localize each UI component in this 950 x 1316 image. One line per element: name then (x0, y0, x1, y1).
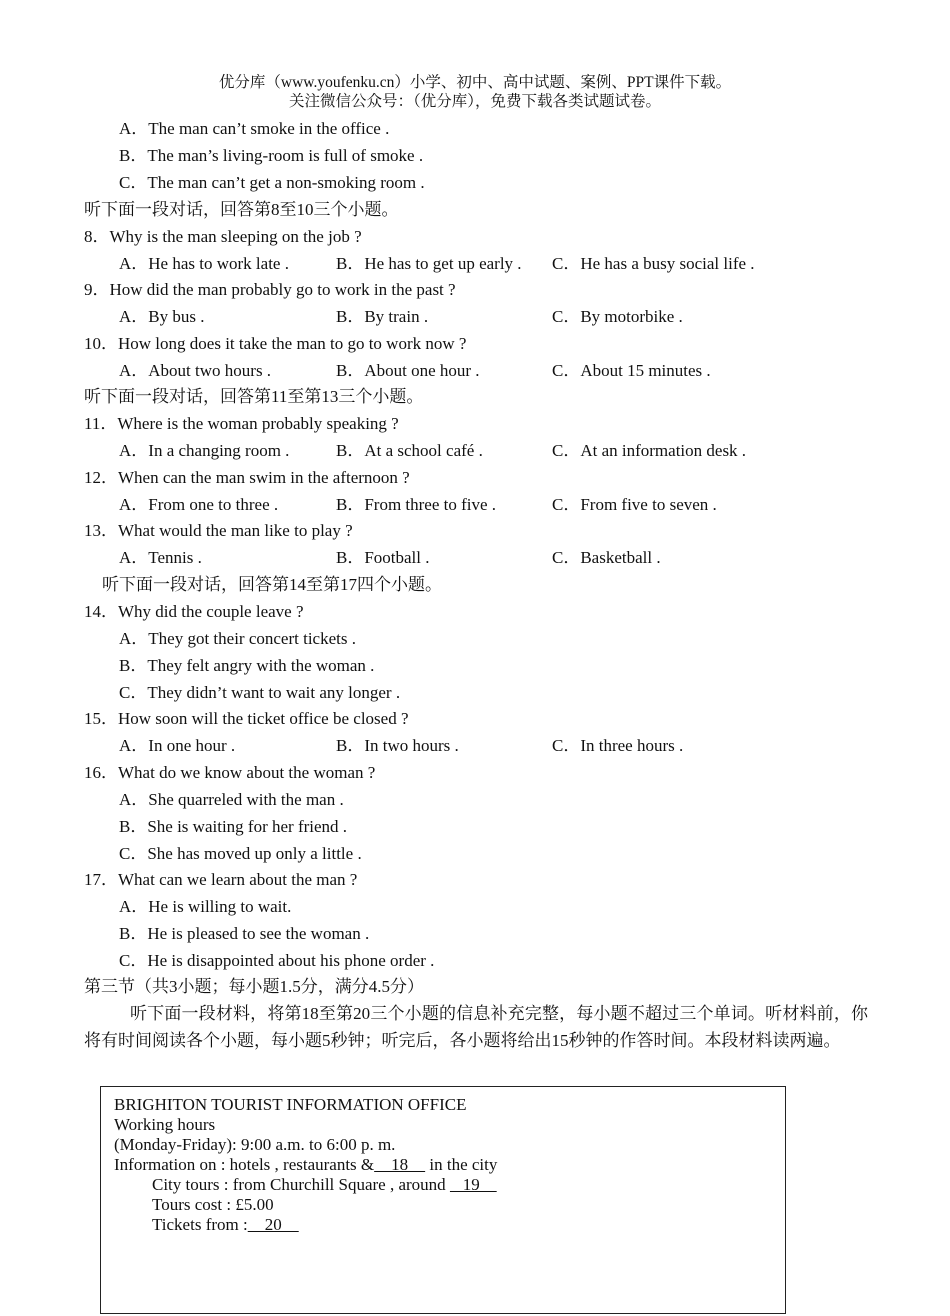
instruction-11-13: 听下面一段对话，回答第11至第13三个小题。 (84, 387, 424, 406)
q13-option-b: B．Football . (336, 548, 430, 567)
q8-option-a: A．He has to work late . (119, 254, 289, 273)
q14-option-c: C．They didn’t want to wait any longer . (119, 683, 401, 702)
box-days-hours: (Monday-Friday): 9:00 a.m. to 6:00 p. m. (114, 1135, 396, 1154)
q17-option-b: B．He is pleased to see the woman . (119, 924, 370, 943)
q11-stem: 11．Where is the woman probably speaking ? (84, 414, 399, 433)
box-tours-prefix: City tours : from Churchill Square , around (152, 1175, 450, 1194)
box-title: BRIGHITON TOURIST INFORMATION OFFICE (114, 1095, 467, 1114)
q13-option-a: A．Tennis . (119, 548, 202, 567)
box-tours-line (152, 1175, 497, 1195)
section3-instructions: 听下面一段材料，将第18至第20三个小题的信息补充完整，每小题不超过三个单词。听材料前，你将有时间阅读各个小题，每小题5秒钟；听完后，各小题将给出15秒钟的作答时间。本段材料读两遍。 (84, 1004, 868, 1050)
q9-stem: 9．How did the man probably go to work in the past ? (84, 280, 456, 299)
q10-option-b: B．About one hour . (336, 361, 480, 380)
q11-option-c: C．At an information desk . (552, 441, 747, 460)
header-line-2: 关注微信公众号：（优分库），免费下载各类试题试卷。 (288, 93, 661, 110)
box-info-prefix: Information on : hotels , restaurants & (114, 1155, 375, 1174)
q15-stem: 15．How soon will the ticket office be closed ? (84, 709, 409, 728)
header-line-1: 优分库（www.youfenku.cn）小学、初中、高中试题、案例、PPT课件下载。 (218, 74, 732, 91)
q8-option-c: C．He has a busy social life . (552, 254, 755, 273)
q15-option-c: C．In three hours . (552, 736, 684, 755)
q9-option-a: A．By bus . (119, 307, 205, 326)
q7-option-b: B．The man’s living-room is full of smoke . (119, 146, 424, 165)
tourist-info-box (100, 1086, 786, 1314)
q14-option-b: B．They felt angry with the woman . (119, 656, 375, 675)
q16-stem: 16．What do we know about the woman ? (84, 763, 376, 782)
section3-title: 第三节（共3小题；每小题1.5分，满分4.5分） (84, 977, 424, 996)
q7-option-a: A．The man can’t smoke in the office . (119, 119, 390, 138)
box-working-hours: Working hours (114, 1115, 216, 1134)
q10-option-c: C．About 15 minutes . (552, 361, 711, 380)
q17-option-a: A．He is willing to wait. (119, 897, 292, 916)
box-info-line (114, 1155, 497, 1175)
q11-option-a: A．In a changing room . (119, 441, 290, 460)
blank-20[interactable]: 20 (247, 1215, 299, 1234)
q16-option-b: B．She is waiting for her friend . (119, 817, 348, 836)
q13-stem: 13．What would the man like to play ? (84, 521, 353, 540)
box-tickets-prefix: Tickets from : (152, 1215, 248, 1234)
blank-18[interactable]: 18 (374, 1155, 426, 1174)
q16-option-a: A．She quarreled with the man . (119, 790, 344, 809)
q9-option-b: B．By train . (336, 307, 429, 326)
instruction-8-10: 听下面一段对话，回答第8至10三个小题。 (84, 200, 399, 219)
q14-option-a: A．They got their concert tickets . (119, 629, 356, 648)
q14-stem: 14．Why did the couple leave ? (84, 602, 304, 621)
q10-option-a: A．About two hours . (119, 361, 272, 380)
instruction-14-17: 听下面一段对话，回答第14至第17四个小题。 (102, 575, 442, 594)
q7-option-c: C．The man can’t get a non-smoking room . (119, 173, 425, 192)
q13-option-c: C．Basketball . (552, 548, 661, 567)
box-info-suffix: in the city (425, 1155, 498, 1174)
q15-option-a: A．In one hour . (119, 736, 236, 755)
q11-option-b: B．At a school café . (336, 441, 483, 460)
q17-option-c: C．He is disappointed about his phone order . (119, 951, 435, 970)
q8-stem: 8．Why is the man sleeping on the job ? (84, 227, 362, 246)
q8-option-b: B．He has to get up early . (336, 254, 522, 273)
box-tickets-line (152, 1215, 299, 1235)
q17-stem: 17．What can we learn about the man ? (84, 870, 358, 889)
blank-19[interactable]: 19 (449, 1175, 497, 1194)
box-cost: Tours cost : £5.00 (152, 1195, 274, 1214)
q12-stem: 12．When can the man swim in the afternoon ? (84, 468, 410, 487)
q15-option-b: B．In two hours . (336, 736, 459, 755)
q10-stem: 10．How long does it take the man to go to work now ? (84, 334, 467, 353)
q12-option-b: B．From three to five . (336, 495, 497, 514)
q12-option-a: A．From one to three . (119, 495, 279, 514)
q16-option-c: C．She has moved up only a little . (119, 844, 362, 863)
q9-option-c: C．By motorbike . (552, 307, 683, 326)
q12-option-c: C．From five to seven . (552, 495, 717, 514)
